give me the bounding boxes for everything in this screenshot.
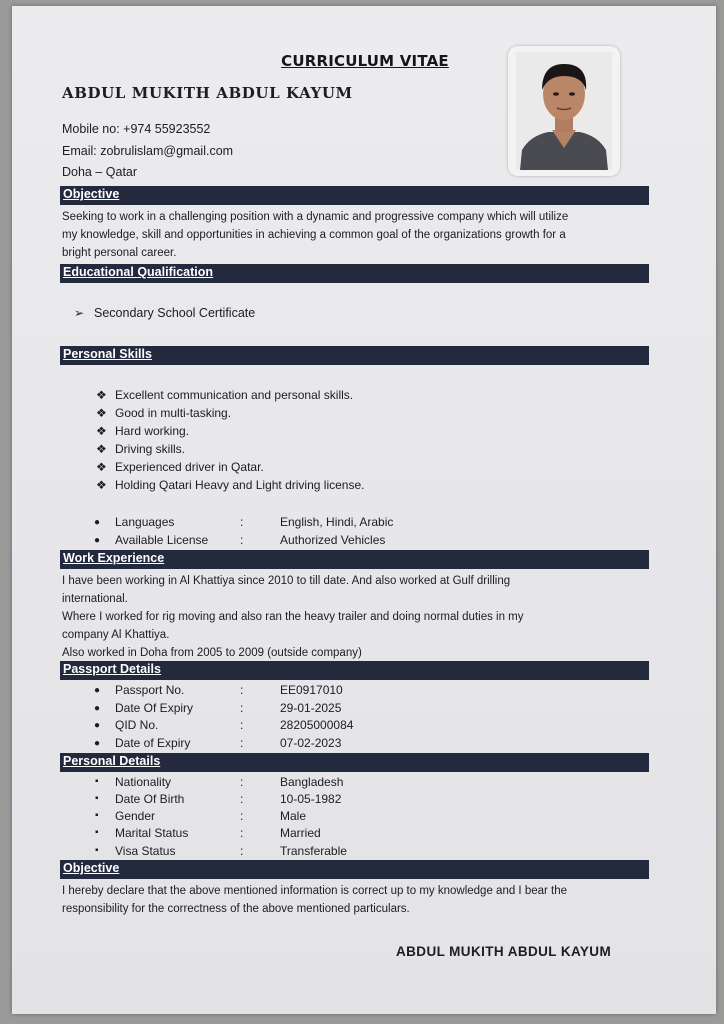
skill-item: Excellent communication and personal skills. bbox=[115, 388, 354, 402]
declaration-text bbox=[62, 882, 652, 918]
text-line: I have been working in Al Khattiya since 2010 to till date. And also worked at Gulf drilling bbox=[62, 575, 511, 587]
passport-value: EE0917010 bbox=[280, 683, 343, 697]
text-line: Seeking to work in a challenging position with a dynamic and progressive company which will utilize bbox=[62, 211, 569, 223]
passport-value: 29-01-2025 bbox=[280, 701, 342, 715]
profile-photo bbox=[508, 46, 620, 176]
dot-bullet-icon: ● bbox=[94, 685, 101, 696]
text-line: Where I worked for rig moving and also ran the heavy trailer and doing normal duties in my bbox=[62, 611, 524, 623]
personal-value: Male bbox=[280, 809, 307, 823]
square-bullet-icon: ▪ bbox=[95, 810, 99, 821]
personal-value: Transferable bbox=[280, 844, 347, 858]
diamond-bullet-icon: ❖ bbox=[96, 478, 107, 492]
diamond-bullet-icon: ❖ bbox=[96, 388, 107, 402]
section-heading: Objective bbox=[63, 187, 120, 201]
personal-label: Gender bbox=[115, 809, 156, 823]
work-experience-text bbox=[62, 572, 652, 662]
languages-value: English, Hindi, Arabic bbox=[280, 515, 394, 529]
text-line: bright personal career. bbox=[62, 247, 177, 259]
text-line: responsibility for the correctness of the above mentioned particulars. bbox=[62, 903, 410, 915]
license-value: Authorized Vehicles bbox=[280, 533, 386, 547]
colon-separator: : bbox=[240, 718, 244, 732]
candidate-name: ABDUL MUKITH ABDUL KAYUM bbox=[62, 84, 353, 102]
colon-separator: : bbox=[240, 792, 244, 806]
signature-name: ABDUL MUKITH ABDUL KAYUM bbox=[396, 944, 612, 959]
colon-separator: : bbox=[240, 515, 244, 529]
colon-separator: : bbox=[240, 683, 244, 697]
colon-separator: : bbox=[240, 736, 244, 750]
skill-item: Good in multi-tasking. bbox=[115, 406, 232, 420]
languages-label: Languages bbox=[115, 515, 175, 529]
section-work-experience bbox=[60, 550, 649, 569]
objective-text bbox=[62, 208, 652, 262]
person-portrait-icon bbox=[516, 52, 612, 170]
section-heading: Work Experience bbox=[63, 551, 165, 565]
section-passport-details bbox=[60, 661, 649, 680]
passport-label: Date of Expiry bbox=[115, 736, 191, 750]
personal-label: Marital Status bbox=[115, 826, 189, 840]
education-item: Secondary School Certificate bbox=[94, 306, 256, 320]
passport-value: 28205000084 bbox=[280, 718, 354, 732]
skill-item: Experienced driver in Qatar. bbox=[115, 460, 264, 474]
section-objective bbox=[60, 186, 649, 205]
colon-separator: : bbox=[240, 809, 244, 823]
passport-value: 07-02-2023 bbox=[280, 736, 342, 750]
personal-label: Date Of Birth bbox=[115, 792, 185, 806]
email-address: Email: zobrulislam@gmail.com bbox=[62, 144, 234, 158]
dot-bullet-icon: ● bbox=[94, 535, 101, 546]
diamond-bullet-icon: ❖ bbox=[96, 460, 107, 474]
skill-item: Hard working. bbox=[115, 424, 190, 438]
personal-label: Visa Status bbox=[115, 844, 176, 858]
section-heading: Objective bbox=[63, 861, 120, 875]
section-heading: Personal Skills bbox=[63, 347, 152, 361]
section-declaration bbox=[60, 860, 649, 879]
dot-bullet-icon: ● bbox=[94, 517, 101, 528]
colon-separator: : bbox=[240, 844, 244, 858]
diamond-bullet-icon: ❖ bbox=[96, 406, 107, 420]
section-education bbox=[60, 264, 649, 283]
square-bullet-icon: ▪ bbox=[95, 793, 99, 804]
text-line: company Al Khattiya. bbox=[62, 629, 170, 641]
section-heading: Educational Qualification bbox=[63, 265, 214, 279]
personal-value: Married bbox=[280, 826, 321, 840]
diamond-bullet-icon: ❖ bbox=[96, 442, 107, 456]
square-bullet-icon: ▪ bbox=[95, 776, 99, 787]
passport-label: Passport No. bbox=[115, 683, 185, 697]
section-personal-details bbox=[60, 753, 649, 772]
mobile-number: Mobile no: +974 55923552 bbox=[62, 122, 211, 136]
personal-label: Nationality bbox=[115, 775, 172, 789]
passport-label: Date Of Expiry bbox=[115, 701, 194, 715]
text-line: I hereby declare that the above mentioned information is correct up to my knowledge and I bear the bbox=[62, 885, 568, 897]
text-line: Also worked in Doha from 2005 to 2009 (outside company) bbox=[62, 647, 362, 659]
section-personal-skills bbox=[60, 346, 649, 365]
square-bullet-icon: ▪ bbox=[95, 827, 99, 838]
personal-value: 10-05-1982 bbox=[280, 792, 342, 806]
section-heading: Personal Details bbox=[63, 754, 161, 768]
text-line: international. bbox=[62, 593, 128, 605]
skill-item: Driving skills. bbox=[115, 442, 186, 456]
dot-bullet-icon: ● bbox=[94, 720, 101, 731]
document-title: CURRICULUM VITAE bbox=[281, 52, 449, 70]
location: Doha – Qatar bbox=[62, 165, 138, 179]
diamond-bullet-icon: ❖ bbox=[96, 424, 107, 438]
arrow-icon: ➢ bbox=[74, 306, 85, 320]
text-line: my knowledge, skill and opportunities in achieving a common goal of the organizations growth for a bbox=[62, 229, 566, 241]
colon-separator: : bbox=[240, 701, 244, 715]
dot-bullet-icon: ● bbox=[94, 738, 101, 749]
passport-label: QID No. bbox=[115, 718, 159, 732]
section-heading: Passport Details bbox=[63, 662, 161, 676]
colon-separator: : bbox=[240, 775, 244, 789]
skill-item: Holding Qatari Heavy and Light driving license. bbox=[115, 478, 365, 492]
square-bullet-icon: ▪ bbox=[95, 845, 99, 856]
colon-separator: : bbox=[240, 533, 244, 547]
personal-value: Bangladesh bbox=[280, 775, 344, 789]
colon-separator: : bbox=[240, 826, 244, 840]
license-label: Available License bbox=[115, 533, 209, 547]
dot-bullet-icon: ● bbox=[94, 703, 101, 714]
